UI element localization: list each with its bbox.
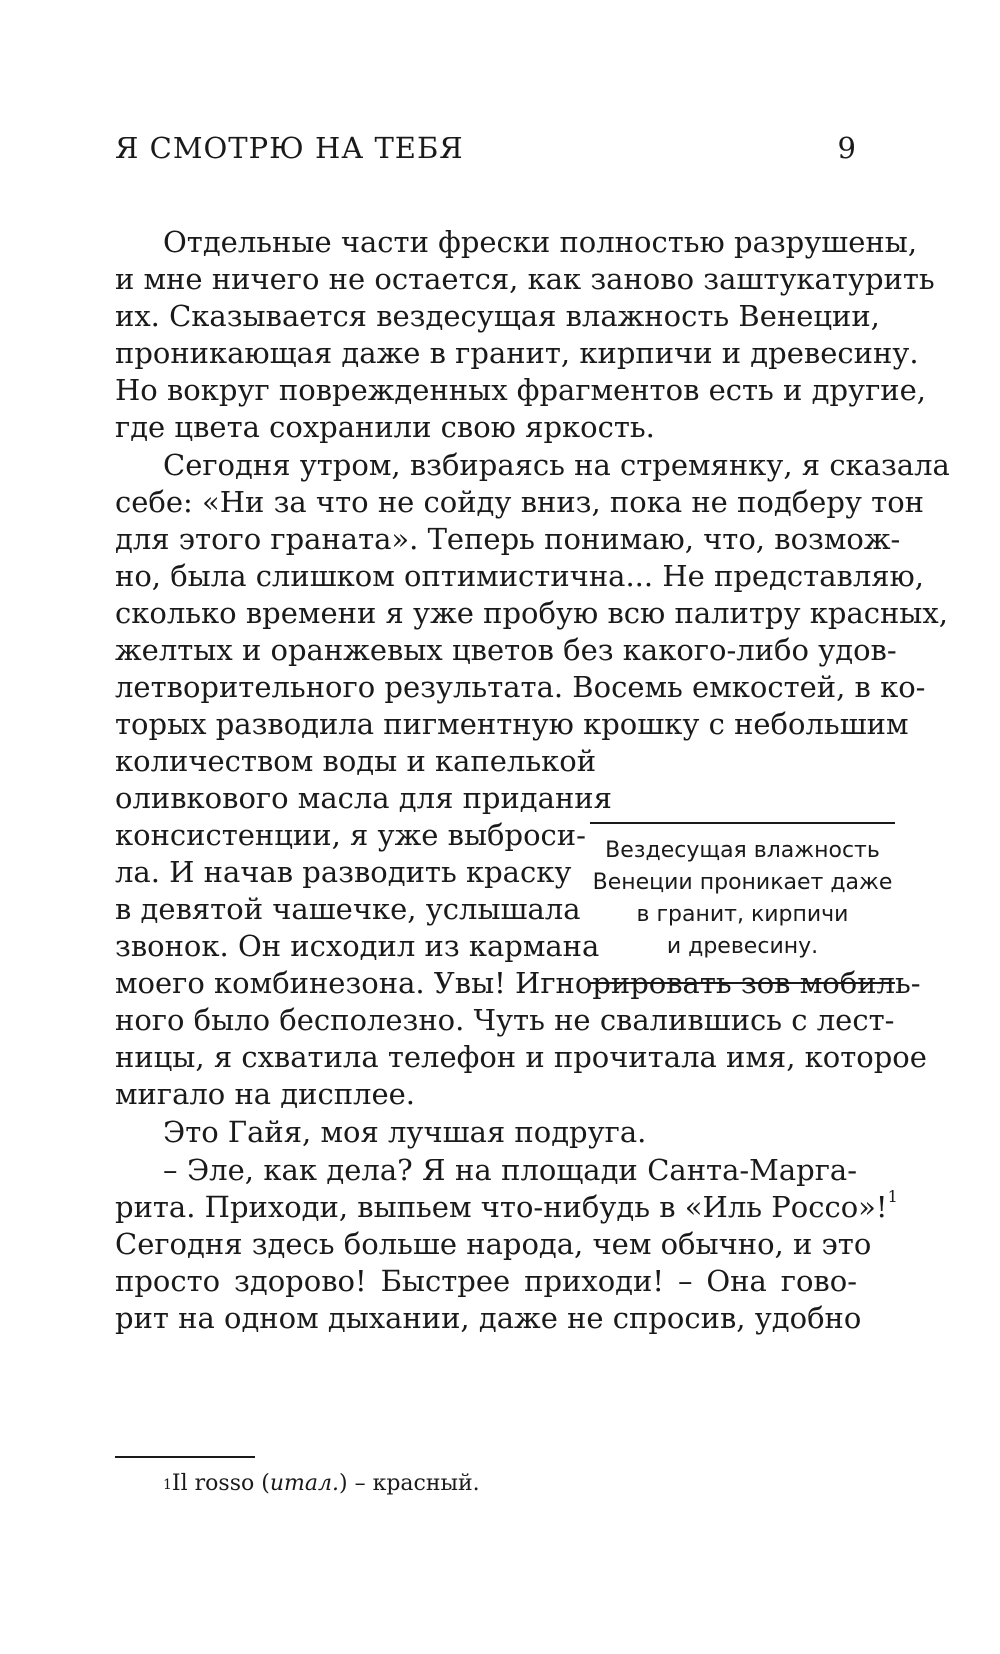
paragraph-2-narrow-line: оливкового масла для придания: [115, 781, 612, 815]
paragraph-2-line: Сегодня утром, взбираясь на стремянку, я сказала: [163, 448, 950, 482]
paragraph-4-line-with-footnote: [115, 1187, 898, 1227]
paragraph-3-line: Это Гайя, моя лучшая подруга.: [163, 1115, 647, 1149]
paragraph-2-narrow-line: количеством воды и капелькой: [115, 744, 597, 778]
footnote-translation: – красный.: [347, 1471, 480, 1496]
footnote-close-paren: ): [338, 1471, 348, 1496]
paragraph-2-tail-line: ного было бесполезно. Чуть не свалившись с лест-: [115, 1003, 895, 1037]
pull-quote-line: Венеции проникает даже: [592, 870, 893, 895]
footnote-open-paren: (: [261, 1471, 270, 1496]
paragraph-2-narrow-line: в девятой чашечке, услышала: [115, 892, 581, 926]
footnote-original-word: Il rosso: [171, 1471, 255, 1496]
paragraph-2-line: торых разводила пигментную крошку с небольшим: [115, 707, 909, 741]
paragraph-1-line: где цвета сохранили свою яркость.: [115, 410, 655, 444]
paragraph-4-line: – Эле, как дела? Я на площади Санта-Марга-: [163, 1153, 857, 1187]
paragraph-2-line: летворительного результата. Восемь емкостей, в ко-: [115, 670, 926, 704]
footnote-divider: [115, 1456, 255, 1458]
paragraph-4-line: Сегодня здесь больше народа, чем обычно, и это: [115, 1227, 872, 1261]
paragraph-1-line: Но вокруг поврежденных фрагментов есть и другие,: [115, 373, 926, 407]
paragraph-4-line-text: рита. Приходи, выпьем что-нибудь в «Иль Россо»!: [115, 1190, 888, 1224]
footnote-language: итал.: [269, 1471, 339, 1496]
pull-quote-line: и древесину.: [666, 934, 819, 959]
book-title: Я СМОТРЮ НА ТЕБЯ: [115, 131, 464, 165]
paragraph-2-line: желтых и оранжевых цветов без какого-либо удов-: [115, 633, 897, 667]
paragraph-2-narrow-line: консистенции, я уже выброси-: [115, 818, 586, 852]
page-number: 9: [837, 131, 857, 165]
paragraph-2-tail-line: моего комбинезона. Увы! Игнорировать зов мобиль-: [115, 966, 921, 1000]
footnote: [163, 1466, 480, 1502]
pull-quote: [590, 822, 895, 984]
paragraph-1-line: Отдельные части фрески полностью разрушены,: [163, 225, 918, 259]
paragraph-2-tail-line: мигало на дисплее.: [115, 1077, 416, 1111]
paragraph-2-line: но, была слишком оптимистична... Не представляю,: [115, 559, 924, 593]
footnote-reference[interactable]: 1: [887, 1187, 898, 1206]
paragraph-2-tail-line: ницы, я схватила телефон и прочитала имя, которое: [115, 1040, 927, 1074]
paragraph-2-line: сколько времени я уже пробую всю палитру красных,: [115, 596, 948, 630]
running-header: [115, 128, 857, 168]
pull-quote-line: в гранит, кирпичи: [636, 902, 849, 927]
paragraph-2-narrow-line: звонок. Он исходил из кармана: [115, 929, 600, 963]
paragraph-4-line: рит на одном дыхании, даже не спросив, удобно: [115, 1301, 862, 1335]
footnote-mark: 1: [163, 1477, 172, 1493]
paragraph-2-line: для этого граната». Теперь понимаю, что, возмож-: [115, 522, 901, 556]
pull-quote-line: Вездесущая влажность: [605, 838, 880, 863]
paragraph-4-line: просто здорово! Быстрее приходи! – Она гово-: [115, 1264, 857, 1298]
paragraph-1-line: их. Сказывается вездесущая влажность Венеции,: [115, 299, 880, 333]
paragraph-1-line: проникающая даже в гранит, кирпичи и древесину.: [115, 336, 919, 370]
paragraph-1-line: и мне ничего не остается, как заново заштукатурить: [115, 262, 935, 296]
paragraph-2-line: себе: «Ни за что не сойду вниз, пока не подберу тон: [115, 485, 924, 519]
paragraph-2-narrow-line: ла. И начав разводить краску: [115, 855, 572, 889]
